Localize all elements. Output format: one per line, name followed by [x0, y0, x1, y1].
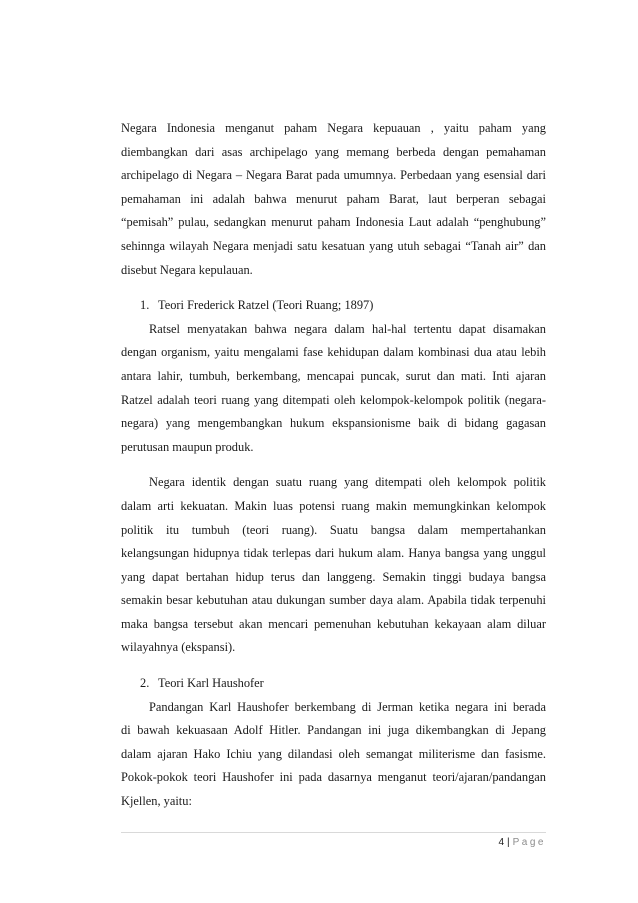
paragraph-line: Pokok-pokok teori Haushofer ini pada dasarnya menganut teori/ajaran/pandangan: [121, 770, 546, 785]
ratzel-paragraph-2: [121, 471, 546, 660]
paragraph-line: Ratsel menyatakan bahwa negara dalam hal-hal tertentu dapat disamakan: [149, 321, 546, 336]
ratzel-paragraph-1: [121, 318, 546, 460]
paragraph-line: yang dapat bertahan hidup terus dan langgeng. Semakin tinggi budaya bangsa: [121, 569, 546, 584]
paragraph-line: Negara identik dengan suatu ruang yang ditempati oleh kelompok politik: [149, 475, 546, 490]
paragraph-line: kelangsungan hidupnya tidak terlepas dari hukum alam. Hanya bangsa yang unggul: [121, 546, 546, 561]
section-title: Teori Karl Haushofer: [158, 676, 264, 691]
section-heading-ratzel: [121, 294, 546, 318]
page-number: 4: [498, 837, 505, 848]
paragraph-line: diembangkan dari asas archipelago yang memang berbeda dengan pemahaman: [121, 144, 546, 159]
paragraph-line: “pemisah” pulau, sedangkan menurut paham Indonesia Laut adalah “penghubung”: [121, 215, 546, 230]
list-number: 2.: [140, 676, 150, 691]
footer-divider: [121, 832, 546, 833]
paragraph-line: Kjellen, yaitu:: [121, 794, 192, 809]
paragraph-line: dalam ajaran Hako Ichiu yang dilandasi oleh semangat militerisme dan fasisme.: [121, 746, 546, 761]
paragraph-line: Pandangan Karl Haushofer berkembang di Jerman ketika negara ini berada: [149, 699, 546, 714]
paragraph-line: negara) yang mengembangkan hukum ekspansionisme baik di bidang gagasan: [121, 416, 546, 431]
footer-separator: |: [507, 837, 510, 848]
paragraph-line: perutusan maupun produk.: [121, 439, 254, 454]
paragraph-line: di bawah kekuasaan Adolf Hitler. Pandangan ini juga dikembangkan di Jepang: [121, 723, 546, 738]
haushofer-paragraph-1: [121, 696, 546, 814]
paragraph-line: dalam arti kekuatan. Makin luas potensi ruang makin memungkinkan kelompok: [121, 498, 546, 513]
intro-paragraph: [121, 117, 546, 282]
section-heading-haushofer: [121, 672, 546, 696]
page-footer: [498, 837, 546, 848]
paragraph-line: disebut Negara kepulauan.: [121, 262, 253, 277]
paragraph-line: Negara Indonesia menganut paham Negara kepuauan , yaitu paham yang: [121, 121, 546, 135]
paragraph-line: semakin besar kebutuhan atau dukungan sumber daya alam. Apabila tidak terpenuhi: [121, 593, 546, 608]
paragraph-line: antara lahir, tumbuh, berkembang, mencapai puncak, surut dan mati. Inti ajaran: [121, 368, 546, 383]
paragraph-line: sehinnga wilayah Negara menjadi satu kesatuan yang utuh sebagai “Tanah air” dan: [121, 238, 546, 253]
paragraph-line: archipelago di Negara – Negara Barat pada umumnya. Perbedaan yang esensial dari: [121, 168, 546, 183]
paragraph-line: maka bangsa tersebut akan mencari pemenuhan kebutuhan kekayaan alam diluar: [121, 616, 546, 631]
paragraph-line: pemahaman ini adalah bahwa menurut paham Barat, laut berperan sebagai: [121, 191, 546, 206]
paragraph-line: wilayahnya (ekspansi).: [121, 640, 236, 655]
paragraph-line: dengan organism, yaitu mengalami fase kehidupan dalam kombinasi dua atau lebih: [121, 345, 546, 360]
paragraph-line: politik itu tumbuh (teori ruang). Suatu bangsa dalam mempertahankan: [121, 522, 546, 537]
paragraph-line: Ratzel adalah teori ruang yang ditempati oleh kelompok-kelompok politik (negara-: [121, 392, 546, 407]
page-body: [121, 117, 546, 814]
page-label: Page: [512, 837, 546, 848]
section-title: Teori Frederick Ratzel (Teori Ruang; 1897): [158, 298, 374, 313]
list-number: 1.: [140, 298, 150, 313]
